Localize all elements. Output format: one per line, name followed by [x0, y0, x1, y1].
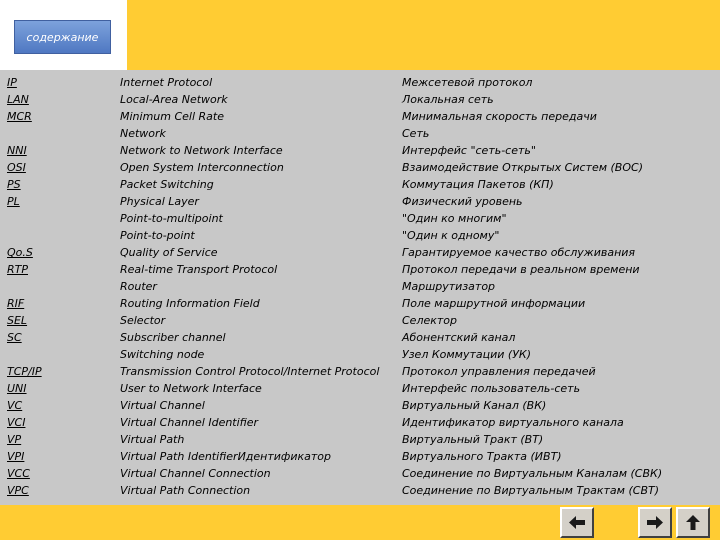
up-button[interactable] — [676, 507, 710, 538]
glossary-russian-term: Поле маршрутной информации — [402, 297, 586, 310]
contents-button[interactable] — [14, 20, 111, 54]
glossary-english-term: Virtual Channel Connection — [120, 467, 271, 480]
glossary-english-term: Real-time Transport Protocol — [120, 263, 278, 276]
bottom-banner — [0, 505, 720, 540]
glossary-russian-term: Интерфейс пользователь-сеть — [402, 382, 581, 395]
glossary-russian-term: Соединение по Виртуальным Каналам (СВК) — [402, 467, 663, 480]
glossary-abbreviation[interactable]: TCP/IP — [7, 365, 42, 378]
back-button[interactable] — [560, 507, 594, 538]
glossary-abbreviation[interactable]: UNI — [7, 382, 27, 395]
glossary-row — [0, 397, 720, 414]
glossary-abbreviation[interactable]: VPC — [7, 484, 29, 497]
forward-button[interactable] — [638, 507, 672, 538]
glossary-russian-term: Протокол передачи в реальном времени — [402, 263, 640, 276]
glossary-row — [0, 448, 720, 465]
glossary-row — [0, 210, 720, 227]
glossary-row — [0, 380, 720, 397]
glossary-abbreviation[interactable]: SEL — [7, 314, 28, 327]
glossary-english-term: Routing Information Field — [120, 297, 260, 310]
glossary-row — [0, 176, 720, 193]
contents-button-label: содержание — [26, 30, 99, 44]
glossary-russian-term: Протокол управления передачей — [402, 365, 596, 378]
glossary-english-term: Virtual Path IdentifierИдентификатор — [120, 450, 331, 463]
glossary-abbreviation[interactable]: LAN — [7, 93, 29, 106]
glossary-english-term: Open System Interconnection — [120, 161, 284, 174]
glossary-russian-term: Гарантируемое качество обслуживания — [402, 246, 636, 259]
glossary-english-term: Virtual Path — [120, 433, 185, 446]
glossary-row — [0, 108, 720, 125]
glossary-row — [0, 465, 720, 482]
glossary-abbreviation[interactable]: VCI — [7, 416, 26, 429]
glossary-russian-term: Абонентский канал — [402, 331, 516, 344]
glossary-row — [0, 295, 720, 312]
glossary-row — [0, 346, 720, 363]
glossary-abbreviation[interactable]: Qo.S — [7, 246, 33, 259]
glossary-russian-term: Физический уровень — [402, 195, 523, 208]
glossary-english-term: Packet Switching — [120, 178, 214, 191]
glossary-row — [0, 227, 720, 244]
glossary-english-term: Point-to-multipoint — [120, 212, 223, 225]
arrow-up-icon — [684, 514, 702, 531]
glossary-russian-term: Минимальная скорость передачи — [402, 110, 597, 123]
glossary-row — [0, 125, 720, 142]
glossary-russian-term: Маршрутизатор — [402, 280, 496, 293]
glossary-russian-term: Виртуальный Канал (ВК) — [402, 399, 547, 412]
glossary-russian-term: Идентификатор виртуального канала — [402, 416, 624, 429]
glossary-russian-term: Интерфейс "сеть-сеть" — [402, 144, 536, 157]
glossary-russian-term: Виртуального Тракта (ИВТ) — [402, 450, 562, 463]
glossary-abbreviation[interactable]: RTP — [7, 263, 28, 276]
glossary-english-term: Local-Area Network — [120, 93, 228, 106]
glossary-english-term: Minimum Cell Rate — [120, 110, 224, 123]
glossary-russian-term: Межсетевой протокол — [402, 76, 533, 89]
glossary-row — [0, 142, 720, 159]
glossary-abbreviation[interactable]: SC — [7, 331, 22, 344]
glossary-english-term: Network to Network Interface — [120, 144, 283, 157]
glossary-abbreviation[interactable]: PL — [7, 195, 20, 208]
glossary-abbreviation[interactable]: IP — [7, 76, 17, 89]
glossary-row — [0, 431, 720, 448]
glossary-row — [0, 312, 720, 329]
glossary-russian-term: "Один ко многим" — [402, 212, 507, 225]
glossary-abbreviation[interactable]: VP — [7, 433, 22, 446]
glossary-row — [0, 244, 720, 261]
glossary-row — [0, 91, 720, 108]
glossary-english-term: Point-to-point — [120, 229, 195, 242]
glossary-english-term: Physical Layer — [120, 195, 199, 208]
glossary-english-term: Virtual Channel Identifier — [120, 416, 259, 429]
glossary-abbreviation[interactable]: VC — [7, 399, 23, 412]
glossary-abbreviation[interactable]: OSI — [7, 161, 26, 174]
glossary-russian-term: Локальная сеть — [402, 93, 494, 106]
glossary-row — [0, 482, 720, 499]
glossary-russian-term: Взаимодействие Открытых Систем (ВОС) — [402, 161, 643, 174]
glossary-row — [0, 363, 720, 380]
arrow-right-icon — [646, 514, 664, 531]
glossary-russian-term: Соединение по Виртуальным Трактам (СВТ) — [402, 484, 659, 497]
glossary-abbreviation[interactable]: MCR — [7, 110, 32, 123]
glossary-russian-term: Виртуальный Тракт (ВТ) — [402, 433, 544, 446]
glossary-abbreviation[interactable]: VCC — [7, 467, 30, 480]
glossary-row — [0, 261, 720, 278]
glossary-english-term: Router — [120, 280, 157, 293]
glossary-english-term: Selector — [120, 314, 166, 327]
glossary-row — [0, 74, 720, 91]
glossary-russian-term: Селектор — [402, 314, 458, 327]
glossary-english-term: Quality of Service — [120, 246, 218, 259]
glossary-row — [0, 159, 720, 176]
glossary-abbreviation[interactable]: NNI — [7, 144, 27, 157]
glossary-english-term: Subscriber channel — [120, 331, 226, 344]
glossary-russian-term: Коммутация Пакетов (КП) — [402, 178, 554, 191]
glossary-row — [0, 193, 720, 210]
glossary-abbreviation[interactable]: VPI — [7, 450, 25, 463]
glossary-english-term: User to Network Interface — [120, 382, 262, 395]
glossary-row — [0, 278, 720, 295]
glossary-abbreviation[interactable]: RIF — [7, 297, 25, 310]
glossary-english-term: Transmission Control Protocol/Internet Protocol — [120, 365, 380, 378]
glossary-english-term: Virtual Path Connection — [120, 484, 251, 497]
glossary-row — [0, 329, 720, 346]
arrow-left-icon — [568, 514, 586, 531]
glossary-english-term: Virtual Channel — [120, 399, 205, 412]
glossary-abbreviation[interactable]: PS — [7, 178, 21, 191]
glossary-english-term: Switching node — [120, 348, 205, 361]
glossary-russian-term: Узел Коммутации (УК) — [402, 348, 532, 361]
glossary-russian-term: "Один к одному" — [402, 229, 500, 242]
glossary-russian-term: Сеть — [402, 127, 430, 140]
glossary-row — [0, 414, 720, 431]
glossary-english-term: Internet Protocol — [120, 76, 213, 89]
glossary-english-term: Network — [120, 127, 166, 140]
